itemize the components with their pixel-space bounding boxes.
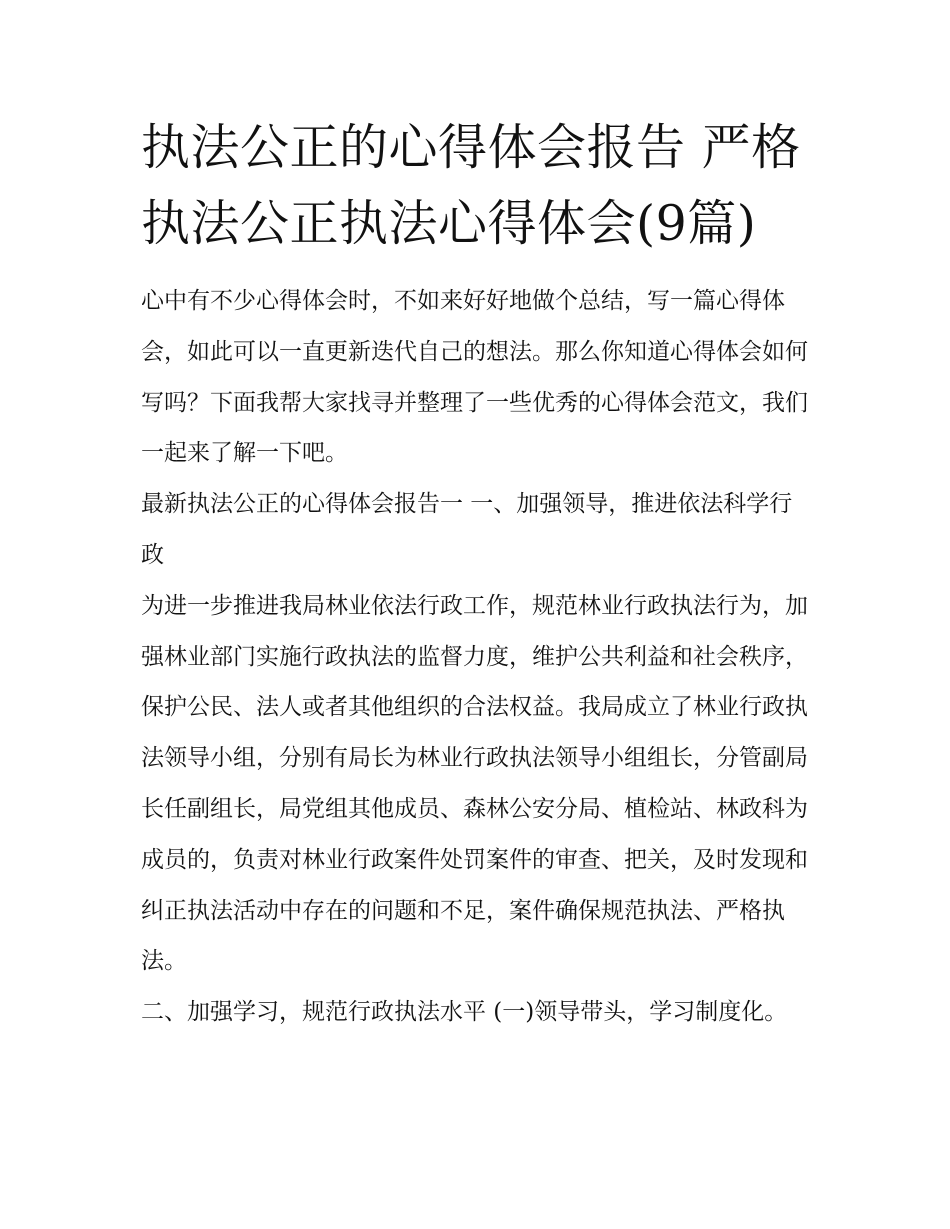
document-title [141, 110, 813, 262]
section-heading-1: 最新执法公正的心得体会报告一 一、加强领导，推进依法科学行政 [141, 491, 793, 568]
title-line-2: 执法公正执法心得体会(9篇) [141, 195, 757, 252]
document-body [141, 110, 813, 1038]
section-heading-2: 二、加强学习，规范行政执法水平 (一)领导带头，学习制度化。 [141, 999, 788, 1026]
intro-paragraph: 心中有不少心得体会时，不如来好好地做个总结，写一篇心得体会，如此可以一直更新迭代自己的想法。那么你知道心得体会如何写吗？下面我帮大家找寻并整理了一些优秀的心得体会范文，我们一起来了解一下吧。 [141, 288, 808, 467]
title-line-1: 执法公正的心得体会报告 严格 [141, 119, 801, 176]
body-paragraph: 为进一步推进我局林业依法行政工作，规范林业行政执法行为，加强林业部门实施行政执法的监督力度，维护公共利益和社会秩序，保护公民、法人或者其他组织的合法权益。我局成立了林业行政执法领导小组，分别有局长为林业行政执法领导小组组长，分管副局长任副组长，局党组其他成员、森林公安分局、植检站、林政科为成员的，负责对林业行政案件处罚案件的审查、把关，及时发现和纠正执法活动中存在的问题和不足，案件确保规范执法、严格执法。 [141, 592, 808, 975]
